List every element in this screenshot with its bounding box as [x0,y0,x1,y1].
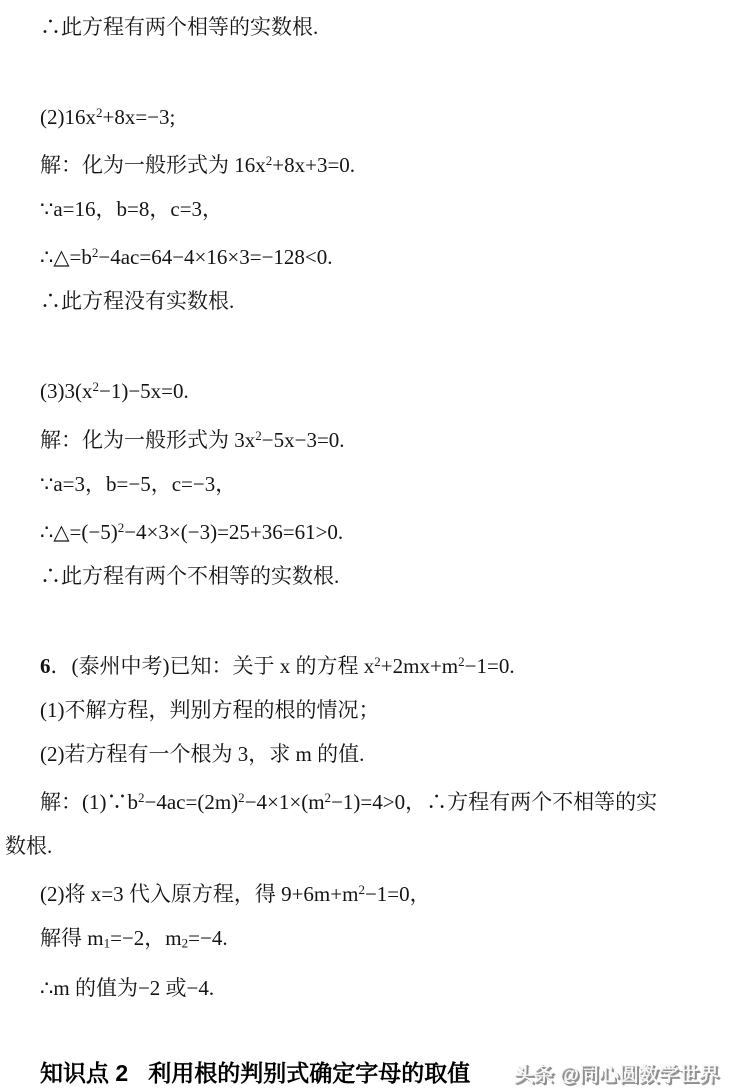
solution-6-part-2-substitute [0,873,733,911]
text-segment: 2 [324,790,332,806]
text-segment: ∴△=(−5) [40,519,118,544]
text-segment: 2 [358,882,365,898]
text-segment: 解：(1)∵b [40,790,138,815]
discriminant-3 [0,511,733,549]
text-segment: −1=0， [364,882,431,907]
text-segment: ∴m 的值为−2 或−4. [40,976,215,1000]
text-segment: 解：化为一般形式为 16x [40,153,266,178]
watermark: 头条 @同心圆数学世界 [513,1064,719,1086]
text-segment: (2)16x [40,105,96,130]
text-segment: −1)−5x=0. [99,379,189,404]
text-segment: 2 [117,519,125,535]
discriminant-2 [0,236,733,274]
text-segment: (3)3(x [40,379,93,404]
text-segment: ∴此方程没有实数根. [40,289,235,314]
text-segment: (1)不解方程，判别方程的根的情况； [40,698,380,723]
knowledge-point-title: 利用根的判别式确定字母的取值 [148,1060,471,1086]
text-segment: 2 [458,653,465,669]
text-segment: −4ac=(2m) [144,790,239,815]
text-segment: 2 [374,653,381,669]
text-segment: ．(泰州中考)已知：关于 x 的方程 x [50,654,375,679]
text-segment: 2 [91,245,99,261]
text-segment: +8x=−3; [102,105,176,130]
text-segment: +8x+3=0. [272,153,356,178]
knowledge-point-label: 知识点 2 [40,1060,129,1086]
text-segment: 2 [265,153,273,169]
problem-2-equation [0,96,733,134]
text-segment: −4ac=64−4×16×3=−128<0. [98,245,333,270]
text-segment: 解：化为一般形式为 3x [40,427,256,452]
text-segment: 2 [181,936,189,951]
conclusion-2-no-real-roots [0,284,733,318]
problem-6-statement [0,645,733,683]
text-segment: 1 [103,936,111,951]
solution-2-general-form [0,144,733,182]
section-heading [40,1055,470,1088]
text-segment: 解得 m [40,926,104,951]
text-segment: ∴此方程有两个不相等的实数根. [40,563,340,588]
text-segment: −4×1×(m [244,790,325,815]
text-segment: 2 [92,379,99,395]
text-segment: −4×3×(−3)=25+36=61>0. [124,519,344,544]
text-segment: ∴△=b [40,245,92,270]
text-segment: (2)将 x=3 代入原方程，得 9+6m+m [40,882,359,907]
solution-3-general-form [0,419,733,457]
text-segment: ∵a=16，b=8，c=3， [40,197,224,222]
text-segment: −1)=4>0，∴方程有两个不相等的实 [331,790,658,815]
text-segment: ∵a=3，b=−5，c=−3， [40,471,237,496]
text-segment: 2 [138,790,145,806]
given-3-coefficients [0,467,733,501]
text-segment: (2)若方程有一个根为 3，求 m 的值. [40,742,365,767]
text-segment: 2 [255,427,262,443]
text-segment: =−4. [188,926,228,951]
conclusion-two-equal-roots [0,10,733,44]
solution-6-part-1 [0,781,733,819]
problem-6-part-1 [0,693,733,727]
text-segment: ∴此方程有两个相等的实数根. [40,15,319,39]
text-segment: 2 [96,105,103,120]
text-segment: −1=0. [464,654,515,679]
text-segment: 数根. [5,834,53,859]
solution-6-part-2-roots [0,921,733,961]
problem-3-equation [0,370,733,408]
text-segment: 2 [238,790,245,806]
given-2-coefficients [0,192,733,226]
solution-6-part-1-wrap [0,829,733,863]
text-segment: −5x−3=0. [261,427,345,452]
text-segment: =−2，m [110,926,182,951]
conclusion-6-m-values [0,971,733,1005]
problem-6-part-2 [0,737,733,771]
text-segment: +2mx+m [380,654,459,679]
conclusion-3-two-unequal-roots [0,559,733,593]
section-heading-row [0,1055,733,1088]
text-segment: 6 [40,654,51,679]
